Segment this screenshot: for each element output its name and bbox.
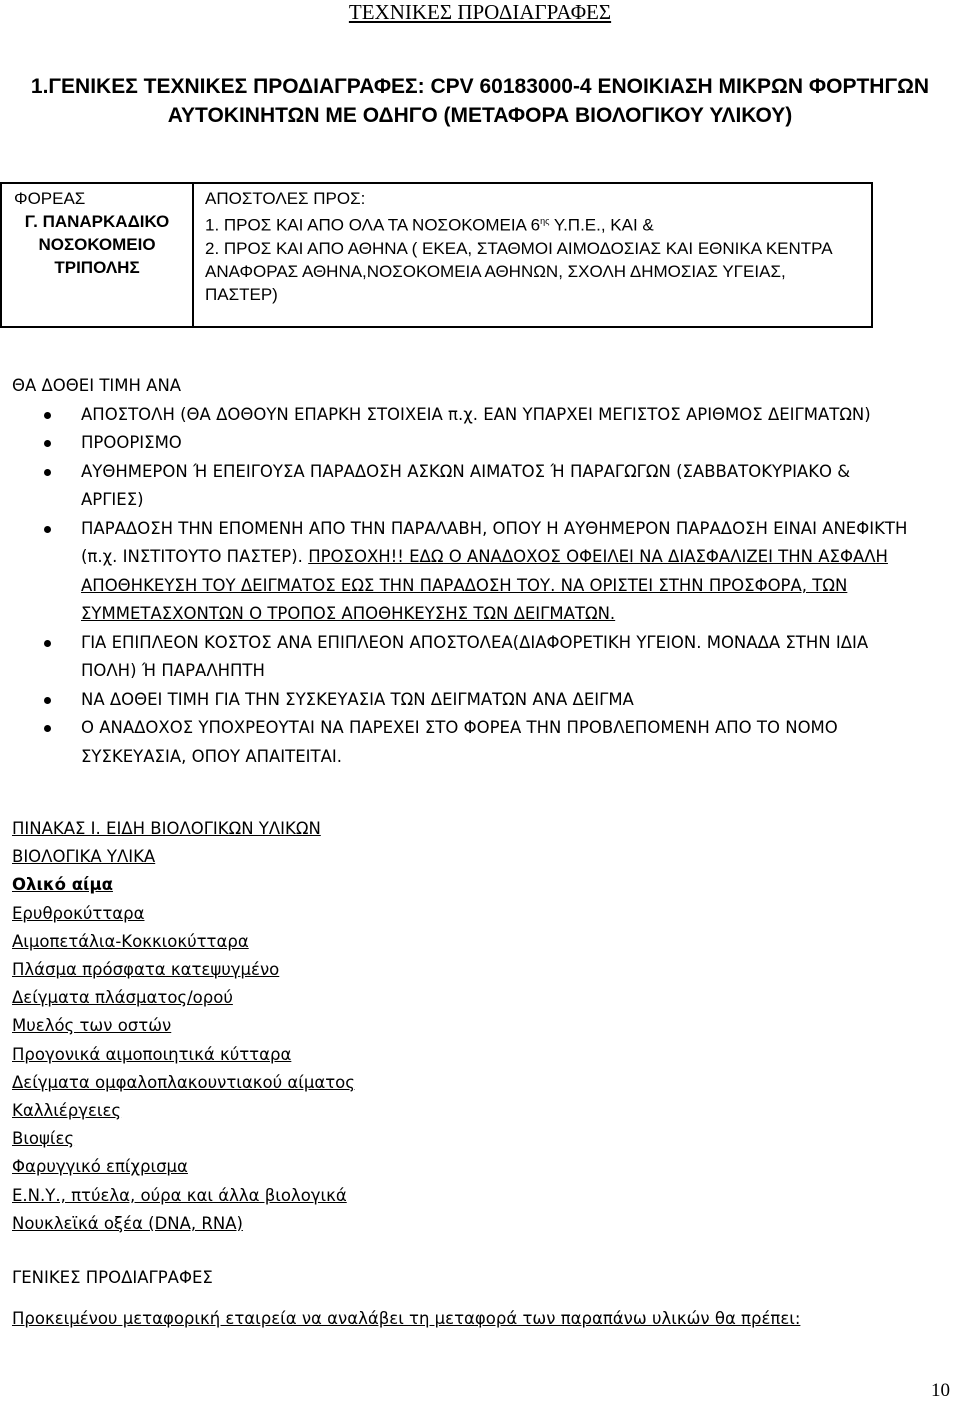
materials-table xyxy=(12,815,612,1238)
destination-1-superscript: ης xyxy=(540,216,550,226)
shipments-label: ΑΠΟΣΤΟΛΕΣ ΠΡΟΣ: xyxy=(205,189,366,208)
material-item: Ερυθροκύτταρα xyxy=(12,903,145,923)
list-item xyxy=(12,515,912,629)
agency-cell xyxy=(2,187,192,279)
pricing-list xyxy=(12,401,912,772)
page-number: 10 xyxy=(931,1380,950,1401)
material-item: Πλάσμα πρόσφατα κατεψυγμένο xyxy=(12,960,280,980)
material-item: Καλλιέργειες xyxy=(12,1101,122,1121)
list-item: ΓΙΑ ΕΠΙΠΛΕΟΝ ΚΟΣΤΟΣ ΑΝΑ ΕΠΙΠΛΕΟΝ ΑΠΟΣΤΟΛΕΑ(ΔΙΑΦΟΡΕΤΙΚΗ ΥΓΕΙΟΝ. ΜΟΝΑΔΑ ΣΤΗΝ ΙΔΙΑ ΠΟΛΗ) Ή ΠΑΡΑΛΗΠΤΗ xyxy=(12,629,912,686)
section-title: 1.ΓΕΝΙΚΕΣ ΤΕΧΝΙΚΕΣ ΠΡΟΔΙΑΓΡΑΦΕΣ: CPV 60183000-4 ΕΝΟΙΚΙΑΣΗ ΜΙΚΡΩΝ ΦΟΡΤΗΓΩΝ ΑΥΤΟΚΙΝΗΤΩΝ ΜΕ ΟΔΗΓΟ (ΜΕΤΑΦΟΡΑ ΒΙΟΛΟΓΙΚΟΥ ΥΛΙΚΟΥ) xyxy=(30,75,930,127)
destination-2: 2. ΠΡΟΣ ΚΑΙ ΑΠΟ ΑΘΗΝΑ ( ΕΚΕΑ, ΣΤΑΘΜΟΙ ΑΙΜΟΔΟΣΙΑΣ ΚΑΙ ΕΘΝΙΚΑ ΚΕΝΤΡΑ ΑΝΑΦΟΡΑΣ ΑΘΗΝΑ,ΝΟΣΟΚΟΜΕΙΑ ΑΘΗΝΩΝ, ΣΧΟΛΗ ΔΗΜΟΣΙΑΣ ΥΓΕΙΑΣ, ΠΑΣΤΕΡ) xyxy=(205,238,832,304)
list-item: ΑΠΟΣΤΟΛΗ (ΘΑ ΔΟΘΟΥΝ ΕΠΑΡΚΗ ΣΤΟΙΧΕΙΑ π.χ. ΕΑΝ ΥΠΑΡΧΕΙ ΜΕΓΙΣΤΟΣ ΑΡΙΘΜΟΣ ΔΕΙΓΜΑΤΩΝ) xyxy=(12,401,912,430)
agency-name-line1: Γ. ΠΑΝΑΡΚΑΔΙΚΟ xyxy=(24,212,170,231)
material-item: Ολικό αίμα xyxy=(12,875,113,895)
shipments-cell xyxy=(205,187,855,306)
agency-name-line2: ΝΟΣΟΚΟΜΕΙΟ xyxy=(38,235,156,254)
list-item: Ο ΑΝΑΔΟΧΟΣ ΥΠΟΧΡΕΟΥΤΑΙ ΝΑ ΠΑΡΕΧΕΙ ΣΤΟ ΦΟΡΕΑ ΤΗΝ ΠΡΟΒΛΕΠΟΜΕΝΗ ΑΠΟ ΤΟ ΝΟΜΟ ΣΥΣΚΕΥΑΣΙΑ, ΟΠΟΥ ΑΠΑΙΤΕΙΤΑΙ. xyxy=(12,714,912,771)
list-item-text: ΠΑΡΑΔΟΣΗ ΤΗΝ ΕΠΟΜΕΝΗ ΑΠΟ ΤΗΝ ΠΑΡΑΛΑΒΗ, ΟΠΟΥ Η ΑΥΘΗΜΕΡΟΝ ΠΑΡΑΔΟΣΗ ΕΙΝΑΙ ΑΝΕΦΙΚΤΗ (π.χ. ΙΝΣΤΙΤΟΥΤΟ ΠΑΣΤΕΡ). xyxy=(81,518,908,566)
general-specs-title: ΓΕΝΙΚΕΣ ΠΡΟΔΙΑΓΡΑΦΕΣ xyxy=(12,1268,213,1287)
materials-header: ΒΙΟΛΟΓΙΚΑ ΥΛΙΚΑ xyxy=(12,847,156,867)
list-item: ΝΑ ΔΟΘΕΙ ΤΙΜΗ ΓΙΑ ΤΗΝ ΣΥΣΚΕΥΑΣΙΑ ΤΩΝ ΔΕΙΓΜΑΤΩΝ ΑΝΑ ΔΕΙΓΜΑ xyxy=(12,686,912,715)
material-item: Βιοψίες xyxy=(12,1129,75,1149)
material-item: Νουκλεϊκά οξέα (DNA, RNA) xyxy=(12,1213,243,1233)
material-item: Φαρυγγικό επίχρισμα xyxy=(12,1157,188,1177)
list-item: ΠΡΟΟΡΙΣΜΟ xyxy=(12,429,912,458)
material-item: Δείγματα πλάσματος/ορού xyxy=(12,988,233,1008)
destination-1 xyxy=(205,210,855,237)
warning-note: ΠΡΟΣΟΧΗ!! ΕΔΩ Ο ΑΝΑΔΟΧΟΣ ΟΦΕΙΛΕΙ ΝΑ ΔΙΑΣΦΑΛΙΖΕΙ ΤΗΝ ΑΣΦΑΛΗ ΑΠΟΘΗΚΕΥΣΗ ΤΟΥ ΔΕΙΓΜΑΤΟΣ ΕΩΣ ΤΗΝ ΠΑΡΑΔΟΣΗ ΤΟΥ. ΝΑ ΟΡΙΣΤΕΙ ΣΤΗΝ ΠΡΟΣΦΟΡΑ, ΤΩΝ ΣΥΜΜΕΤΑΣΧΟΝΤΩΝ Ο ΤΡΟΠΟΣ ΑΠΟΘΗΚΕΥΣΗΣ ΤΩΝ ΔΕΙΓΜΑΤΩΝ. xyxy=(81,547,888,623)
material-item: Δείγματα ομφαλοπλακουντιακού αίματος xyxy=(12,1072,355,1092)
materials-table-title: ΠΙΝΑΚΑΣ Ι. ΕΙΔΗ ΒΙΟΛΟΓΙΚΩΝ ΥΛΙΚΩΝ xyxy=(12,819,321,838)
general-specs-text: Προκειμένου μεταφορική εταιρεία να αναλάβει τη μεταφορά των παραπάνω υλικών θα πρέπει: xyxy=(12,1309,801,1328)
agency-name-line3: ΤΡΙΠΟΛΗΣ xyxy=(54,258,140,277)
agency-table xyxy=(0,182,873,328)
pricing-section xyxy=(12,372,912,771)
material-item: Προγονικά αιμοποιητικά κύτταρα xyxy=(12,1044,292,1064)
table-divider xyxy=(192,184,194,326)
material-item: Μυελός των οστών xyxy=(12,1016,172,1036)
list-item: ΑΥΘΗΜΕΡΟΝ Ή ΕΠΕΙΓΟΥΣΑ ΠΑΡΑΔΟΣΗ ΑΣΚΩΝ ΑΙΜΑΤΟΣ Ή ΠΑΡΑΓΩΓΩΝ (ΣΑΒΒΑΤΟΚΥΡΙΑΚΟ & ΑΡΓΙΕΣ) xyxy=(12,458,912,515)
document-title: ΤΕΧΝΙΚΕΣ ΠΡΟΔΙΑΓΡΑΦΕΣ xyxy=(348,0,612,24)
agency-label: ΦΟΡΕΑΣ xyxy=(14,189,86,208)
material-item: Ε.Ν.Υ., πτύελα, ούρα και άλλα βιολογικά xyxy=(12,1185,347,1205)
pricing-intro: ΘΑ ΔΟΘΕΙ ΤΙΜΗ ΑΝΑ xyxy=(12,376,182,395)
destination-1-text: 1. ΠΡΟΣ ΚΑΙ ΑΠΟ ΟΛΑ ΤΑ ΝΟΣΟΚΟΜΕΙΑ 6 xyxy=(205,215,541,235)
destination-1-suffix: Υ.Π.Ε., ΚΑΙ & xyxy=(549,215,654,235)
material-item: Αιμοπετάλια-Κοκκιοκύτταρα xyxy=(12,931,249,951)
